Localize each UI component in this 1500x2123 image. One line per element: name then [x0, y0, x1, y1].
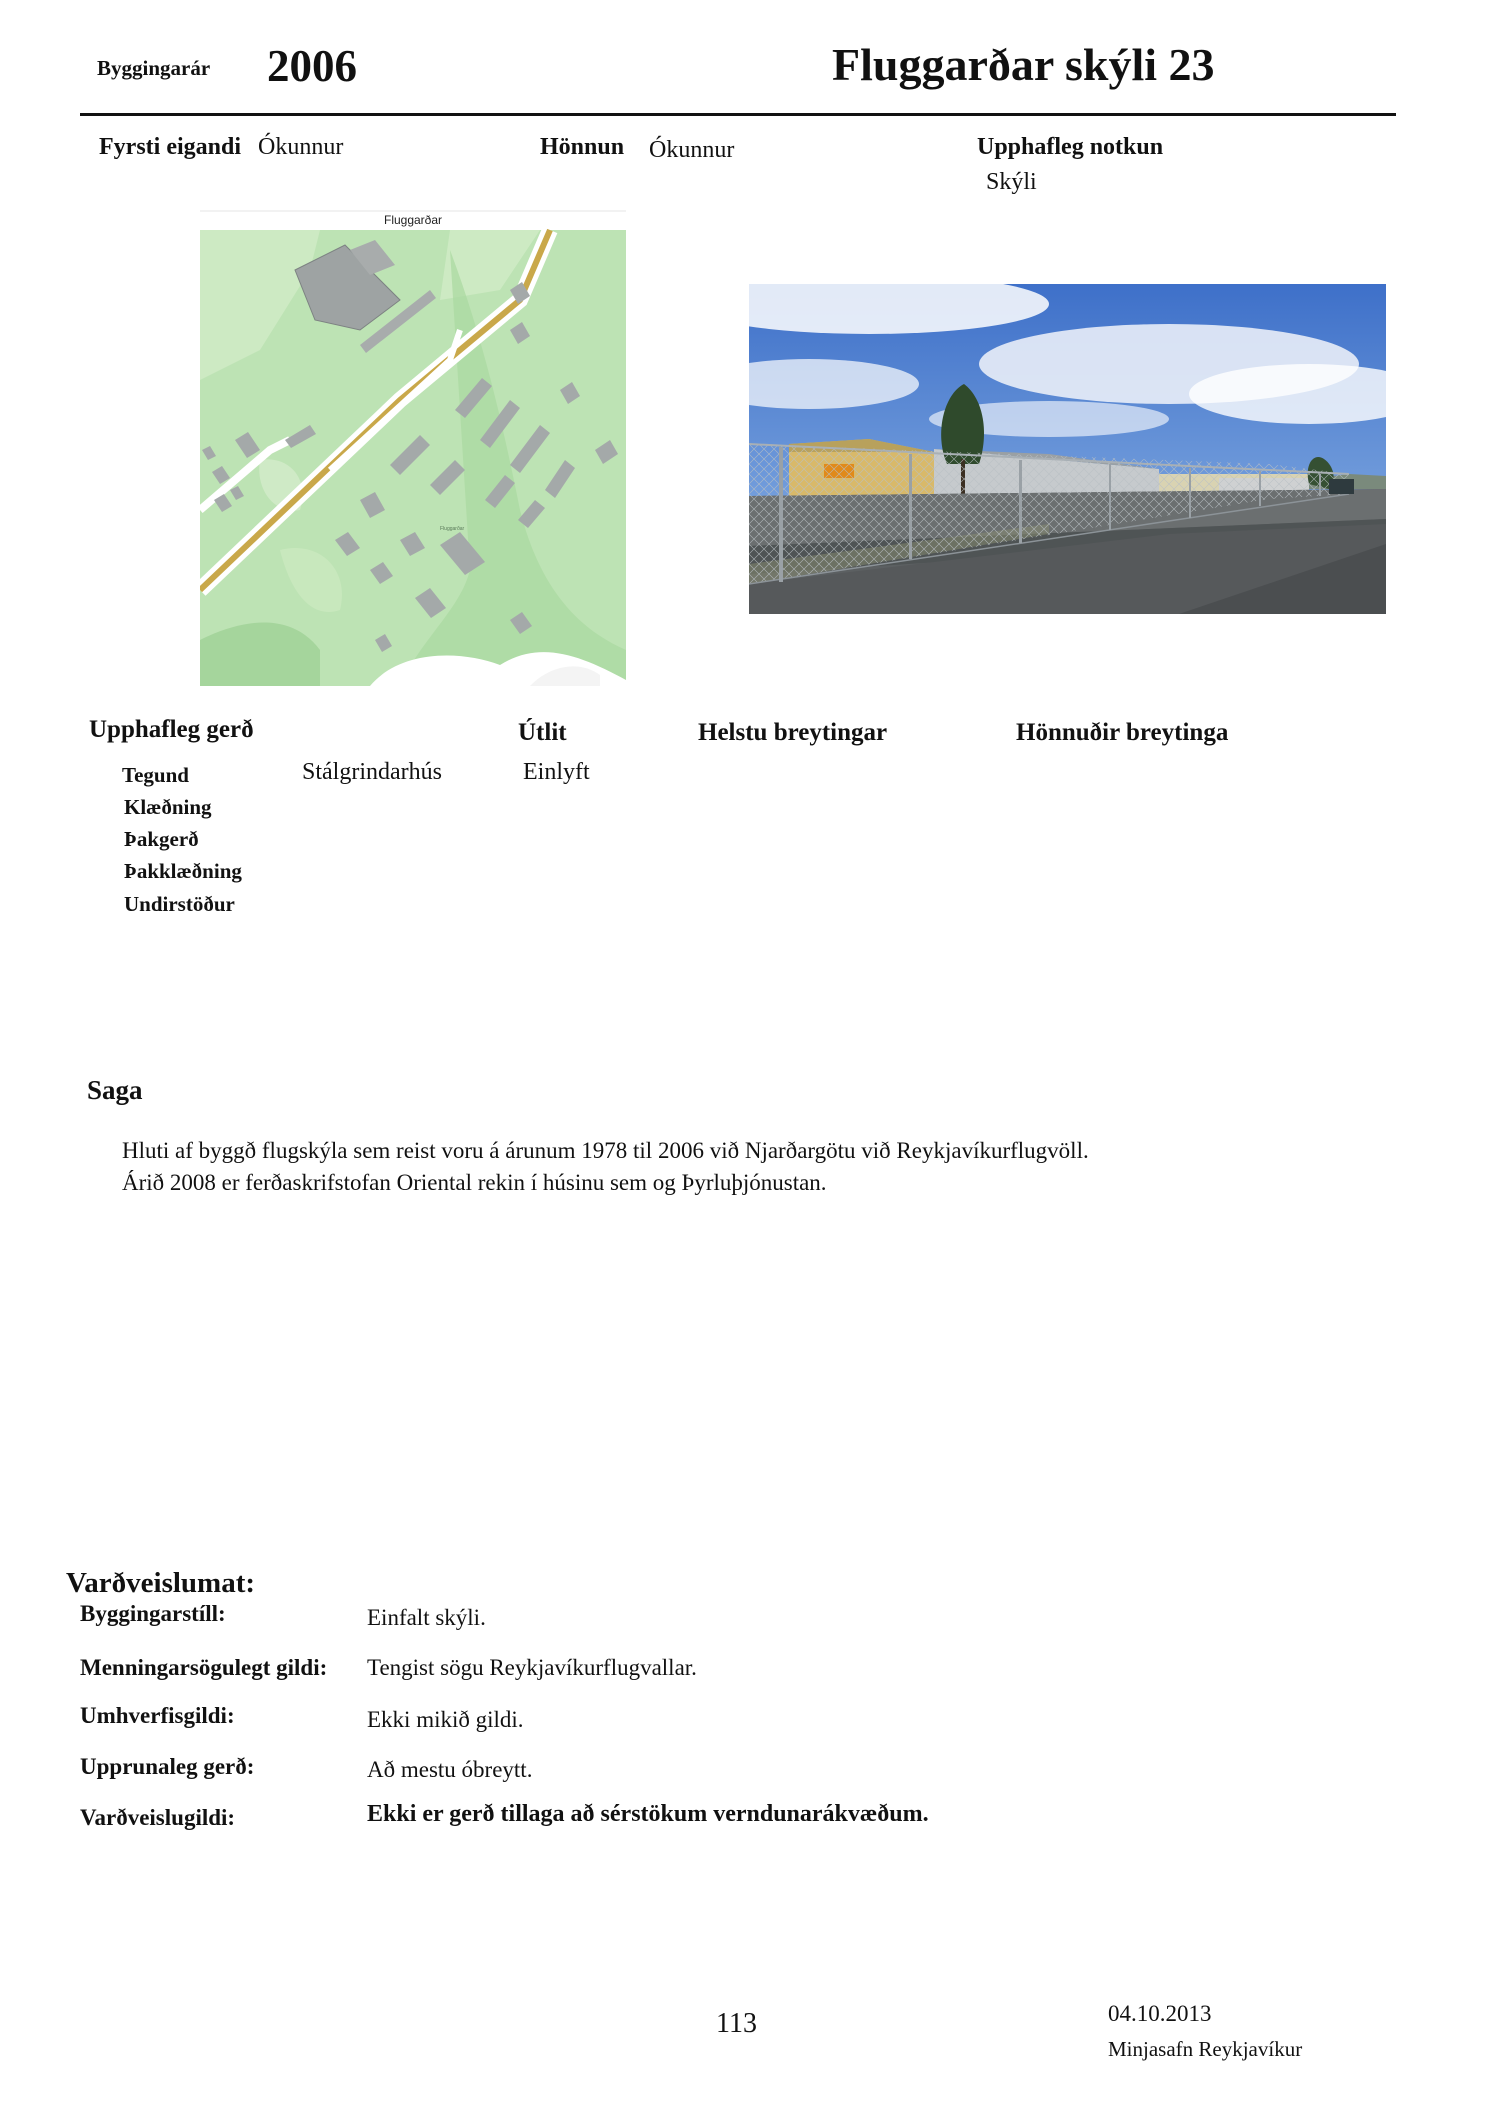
first-owner-value: Ókunnur	[258, 134, 344, 160]
change-designers-heading: Hönnuðir breytinga	[1016, 719, 1229, 746]
design-label: Hönnun	[540, 134, 625, 160]
foundations-label: Undirstöður	[124, 892, 235, 916]
svg-text:Fluggarðar: Fluggarðar	[440, 526, 465, 532]
original-form-value: Að mestu óbreytt.	[367, 1757, 533, 1782]
year-label: Byggingarár	[97, 56, 211, 80]
building-photo	[749, 284, 1386, 614]
assessment-heading: Varðveislumat:	[66, 1567, 256, 1599]
design-value: Ókunnur	[649, 137, 735, 163]
page-title: Fluggarðar skýli 23	[832, 39, 1215, 90]
original-type-heading: Upphafleg gerð	[89, 716, 254, 743]
style-value: Einfalt skýli.	[367, 1605, 486, 1630]
appearance-heading: Útlit	[518, 719, 567, 746]
footer-organization: Minjasafn Reykjavíkur	[1108, 2037, 1303, 2061]
roof-cladding-label: Þakklæðning	[124, 859, 242, 883]
cultural-value-label: Menningarsögulegt gildi:	[80, 1655, 328, 1680]
original-form-label: Upprunaleg gerð:	[80, 1754, 255, 1779]
map-title: Fluggarðar	[383, 213, 443, 227]
preservation-value-value: Ekki er gerð tillaga að sérstökum verndunarákvæðum.	[367, 1801, 929, 1827]
saga-heading: Saga	[87, 1075, 143, 1105]
environment-value-label: Umhverfisgildi:	[80, 1703, 235, 1728]
site-map	[200, 210, 626, 686]
type-value: Stálgrindarhús	[302, 759, 442, 785]
header-divider	[80, 113, 1396, 116]
saga-line-1: Hluti af byggð flugskýla sem reist voru á árunum 1978 til 2006 við Njarðargötu við Reykjavíkurflugvöll.	[122, 1138, 1089, 1163]
footer-date: 04.10.2013	[1108, 2001, 1212, 2026]
original-use-value: Skýli	[986, 169, 1037, 195]
roof-type-label: Þakgerð	[124, 827, 199, 851]
type-label: Tegund	[122, 763, 189, 787]
construction-year: 2006	[267, 41, 357, 91]
main-changes-heading: Helstu breytingar	[698, 719, 888, 746]
saga-line-2: Árið 2008 er ferðaskrifstofan Oriental rekin í húsinu sem og Þyrluþjónustan.	[122, 1170, 827, 1195]
style-label: Byggingarstíll:	[80, 1601, 226, 1626]
page-number: 113	[716, 2008, 757, 2039]
cladding-label: Klæðning	[124, 795, 212, 819]
environment-value-value: Ekki mikið gildi.	[367, 1707, 524, 1732]
type-appearance: Einlyft	[523, 759, 590, 785]
preservation-value-label: Varðveislugildi:	[80, 1805, 236, 1830]
original-use-label: Upphafleg notkun	[977, 134, 1164, 160]
first-owner-label: Fyrsti eigandi	[99, 134, 241, 160]
cultural-value-value: Tengist sögu Reykjavíkurflugvallar.	[367, 1655, 697, 1680]
